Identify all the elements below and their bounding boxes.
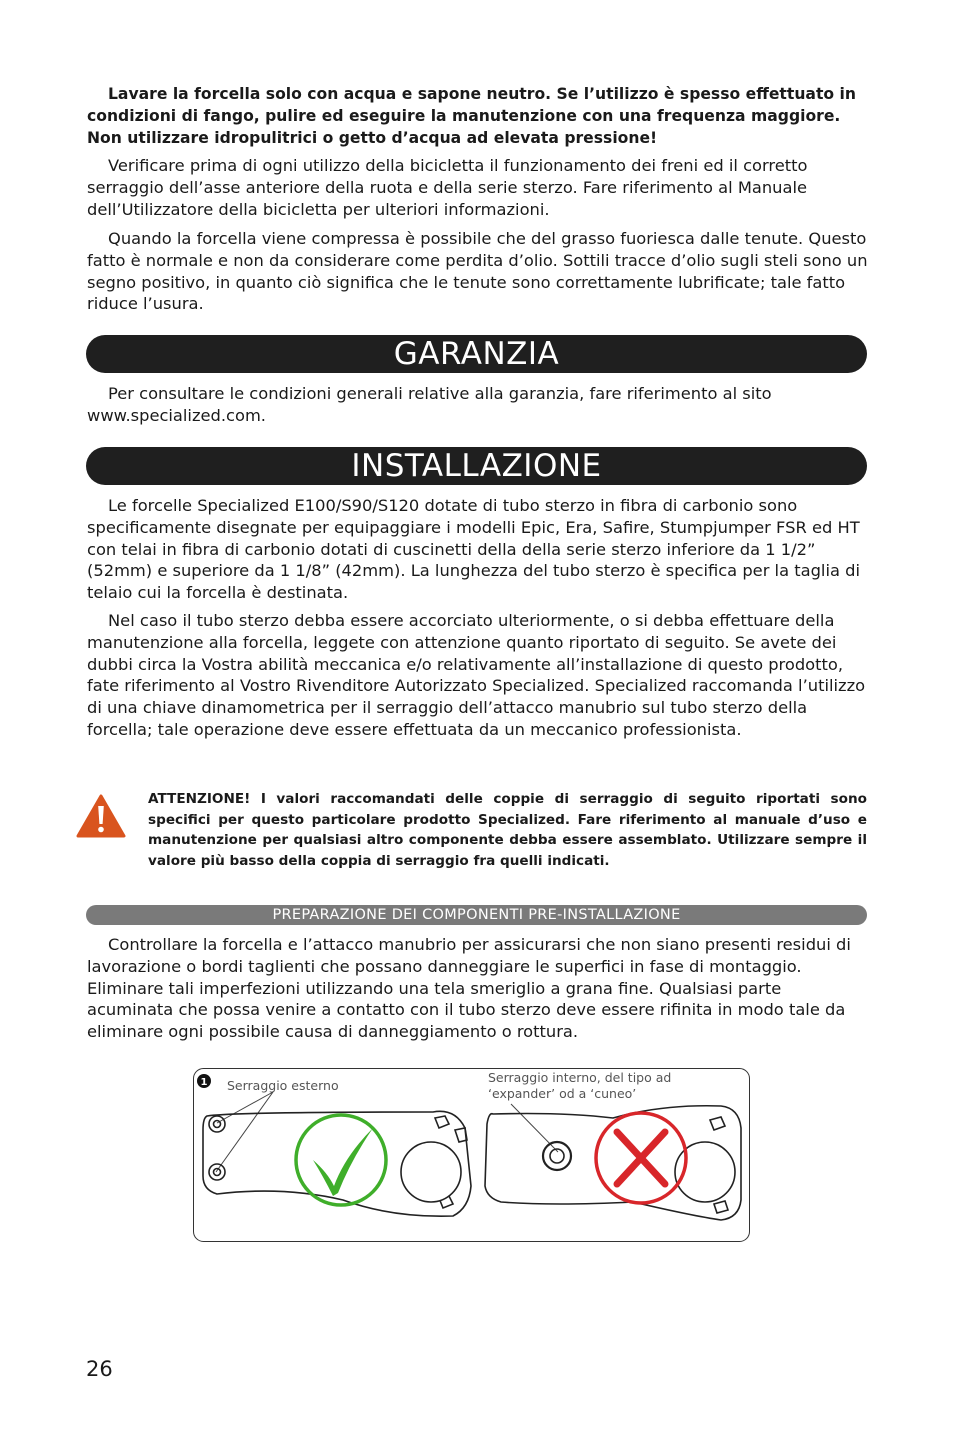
label-internal-clamp-line1: Serraggio interno, del tipo ad <box>488 1070 672 1085</box>
label-external-clamp: Serraggio esterno <box>227 1078 339 1093</box>
subsection-heading-preparazione: PREPARAZIONE DEI COMPONENTI PRE-INSTALLAZIONE <box>86 905 867 925</box>
figure-number-badge <box>197 1074 211 1088</box>
warranty-paragraph: Per consultare le condizioni generali relative alla garanzia, fare riferimento al sito www.specialized.com. <box>87 384 772 425</box>
fork-compatibility-paragraph: Le forcelle Specialized E100/S90/S120 dotate di tubo sterzo in fibra di carbonio sono specificamente disegnate per equipaggiare i modelli Epic, Era, Safire, Stumpjumper FSR ed HT con telai in fibra di carbonio dotati di cuscinetti della della serie sterzo inferiore da 1 1/2” (52mm) e superiore da 1 1/8” (42mm). La lunghezza del tubo sterzo è specifica per la taglia di telaio cui la forcella è destinata. <box>87 496 860 603</box>
warning-triangle-icon <box>76 794 126 838</box>
pre-ride-check-paragraph: Verificare prima di ogni utilizzo della bicicletta il funzionamento dei freni ed il corretto serraggio dell’asse anteriore della ruota e della serie sterzo. Fare riferimento al Manuale dell’Utilizzatore della bicicletta per ulteriori informazioni. <box>87 156 808 219</box>
page-number: 26 <box>86 1357 113 1381</box>
stem-external-clamp-drawing <box>203 1111 471 1216</box>
cleaning-instructions-paragraph: Lavare la forcella solo con acqua e sapone neutro. Se l’utilizzo è spesso effettuato in condizioni di fango, pulire ed eseguire la manutenzione con una frequenza maggiore. Non utilizzare idropulitrici o getto d’acqua ad elevata pressione! <box>87 85 856 147</box>
stem-clamp-figure <box>193 1068 750 1242</box>
section-heading-garanzia: GARANZIA <box>86 335 867 373</box>
check-mark-icon <box>296 1115 386 1205</box>
svg-text:1: 1 <box>200 1077 208 1088</box>
component-preparation-paragraph: Controllare la forcella e l’attacco manubrio per assicurarsi che non siano presenti residui di lavorazione o bordi taglienti che possano danneggiare le superfici in fase di montaggio. Eliminare tali imperfezioni utilizzando una tela smeriglio a grana fine. Qualsiasi parte acuminata che possa venire a contatto con il tubo sterzo deve essere rifinita in modo tale da eliminare ogni possibile causa di danneggiamento o rottura. <box>87 935 851 1042</box>
grease-seals-paragraph: Quando la forcella viene compressa è possibile che del grasso fuoriesca dalle tenute. Questo fatto è normale e non da considerare come perdita d’olio. Sottili tracce d’olio sugli steli sono un segno positivo, in quanto ciò significa che le tenute sono correttamente lubrificate; tale fatto riduce l’usura. <box>87 229 868 314</box>
cross-mark-icon <box>596 1113 686 1203</box>
maintenance-advice-paragraph: Nel caso il tubo sterzo debba essere accorciato ulteriormente, o si debba effettuare della manutenzione alla forcella, leggete con attenzione quanto riportato di seguito. Se avete dei dubbi circa la Vostra abilità meccanica e/o relativamente all’installazione di questo prodotto, fate riferimento al Vostro Rivenditore Autorizzato Specialized. Specialized raccomanda l’utilizzo di una chiave dinamometrica per il serraggio dell’attacco manubrio sul tubo sterzo della forcella; tale operazione deve essere effettuata da un meccanico professionista. <box>87 611 866 739</box>
torque-warning-text: ATTENZIONE! I valori raccomandati delle coppie di serraggio di seguito riportati sono specifici per questo particolare prodotto Specialized. Fare riferimento al manuale d’uso e manutenzione per qualsiasi altro componente debba essere assemblato. Utilizzare sempre il valore più basso della coppia di serraggio fra quelli indicati. <box>148 791 867 869</box>
label-internal-clamp-line2: ‘expander’ od a ‘cuneo’ <box>488 1086 637 1101</box>
section-heading-installazione: INSTALLAZIONE <box>86 447 867 485</box>
